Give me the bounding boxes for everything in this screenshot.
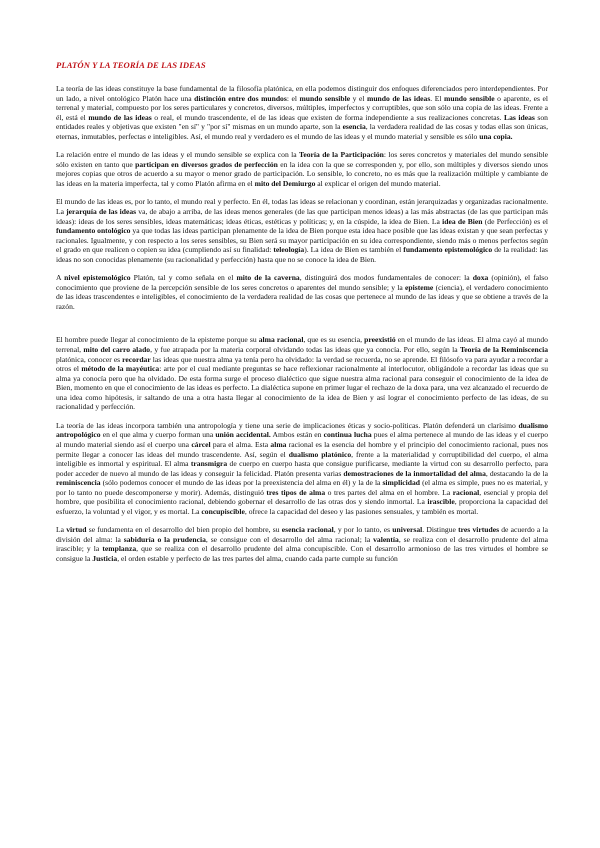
bold-term: jerarquía de las ideas bbox=[66, 207, 137, 217]
bold-term: racional bbox=[452, 487, 480, 497]
text-run: , se realiza con el desarrollo prudente del alma irascible; y la bbox=[56, 534, 548, 554]
text-run: : el bbox=[286, 93, 300, 103]
text-run: de la realidad: las ideas no son conocidas plenamente (su racionalidad y perfección) hasta que no se conoce la idea de Bien. bbox=[56, 245, 548, 264]
text-run: , frente a la materialidad y corruptibilidad del cuerpo, el alma inteligible es inmortal y espiritual. El alma bbox=[56, 449, 549, 469]
bold-term: nivel epistemológico bbox=[64, 273, 131, 283]
text-run: en el mundo de las ideas. El alma cayó al mundo terrenal, bbox=[56, 335, 548, 355]
text-run: de cuerpo en cuerpo hasta que consigue purificarse, mediante la virtud con su desarrollo perfecto, para poder acceder de nuevo al mundo de las ideas y conseguir la felicidad. Platón presenta varias bbox=[56, 459, 549, 478]
text-run: , proporciona la capacidad del esfuerzo, la voluntad y el vigor, y es mortal. La bbox=[56, 497, 549, 516]
bold-term: valentía bbox=[373, 534, 399, 544]
bold-term: continua lucha bbox=[323, 430, 372, 440]
bold-term: sabiduría o la prudencia bbox=[123, 534, 206, 544]
text-run: (el alma es simple, pues no es material, y por lo tanto no puede descomponerse y morir). Además, distinguió bbox=[56, 478, 548, 497]
text-run: platónica, conocer es bbox=[56, 354, 123, 364]
bold-term: irascible bbox=[427, 497, 455, 507]
bold-term: mundo sensible bbox=[299, 93, 351, 103]
paragraph-virtue bbox=[56, 525, 548, 563]
text-run: o tres partes del alma en el hombre. La bbox=[325, 487, 453, 497]
text-run: en la idea con la que se corresponden y, por ello, son múltiples y diversos siendo unos mejores copias que otros de acuerdo a su mayor o menor grado de participación. Lo sensible, lo concreto, no es más que la realización múltiple y cambiante de las ideas en la materia imperfecta, tal y como Platón afirma en el bbox=[56, 159, 548, 188]
bold-term: tres virtudes bbox=[458, 525, 500, 535]
bold-term: transmigra bbox=[190, 459, 228, 469]
text-run: , la verdadera realidad de las cosas y todas ellas son únicas, eternas, inmutables, perfectas e inteligibles. Así, el mundo real y verdadero es el mundo de las ideas y el mundo material y sensible es sólo bbox=[56, 122, 548, 141]
bold-term: unión accidental. bbox=[215, 430, 271, 440]
bold-term: reminiscencia bbox=[56, 478, 101, 488]
bold-term: alma racional bbox=[258, 335, 304, 345]
text-run: Platón, tal y como señala en el bbox=[130, 273, 237, 283]
text-run: , distinguirá dos modos fundamentales de conocer: la bbox=[299, 273, 473, 283]
text-run: . Distingue bbox=[422, 525, 459, 535]
document-title: PLATÓN Y LA TEORÍA DE LAS IDEAS bbox=[56, 60, 206, 70]
text-run: La teoría de las ideas incorpora también una antropología y tiene una serie de implicaciones éticas y socio-políticas. Platón defenderá un clarísimo bbox=[56, 420, 519, 430]
bold-term: participan en diversos grados de perfección bbox=[135, 159, 278, 169]
bold-term: cárcel bbox=[191, 439, 211, 449]
text-run: A bbox=[56, 273, 65, 283]
bold-term: virtud bbox=[66, 525, 87, 535]
bold-term: esencia bbox=[342, 122, 366, 132]
paragraph-reminiscence bbox=[56, 335, 548, 411]
text-run: (ciencia), el verdadero conocimiento de las ideas trascendentes e inteligibles, el conocimiento de la verdadera realidad de las cosas que pertenece al mundo de las ideas y que se obtiene a través de la razón. bbox=[56, 282, 548, 311]
text-run: se fundamenta en el desarrollo del bien propio del hombre, su bbox=[86, 525, 282, 535]
text-run: La relación entre el mundo de las ideas y el mundo sensible se explica con la bbox=[56, 150, 299, 160]
bold-term: distinción entre dos mundos bbox=[194, 93, 287, 103]
text-run: Ambos están en bbox=[270, 430, 324, 440]
bold-term: Las ideas bbox=[504, 112, 535, 122]
bold-term: preexistió bbox=[364, 335, 396, 345]
paragraph-epistemology bbox=[56, 273, 548, 311]
text-run: . El bbox=[430, 93, 445, 103]
bold-term: alma bbox=[270, 439, 287, 449]
bold-term: doxa bbox=[472, 273, 489, 283]
paragraph-theory-of-ideas bbox=[56, 84, 548, 141]
text-run: , esencial y propia del hombre, que posibilita el conocimiento racional, debiendo gobernar el desarrollo de las otras dos y siendo inmortal. La bbox=[56, 487, 549, 507]
text-run: , ofrece la capacidad del deseo y las pasiones sensuales, y también es mortal. bbox=[244, 506, 479, 516]
bold-term: método de la mayéutica bbox=[81, 364, 160, 374]
bold-term: mito del carro alado bbox=[83, 345, 151, 355]
text-run: de acuerdo a la división del alma: la bbox=[56, 525, 548, 544]
text-run: o real, el mundo trascendente, el de las ideas que existen de forma independiente a sus realizaciones concretas. bbox=[151, 112, 505, 122]
bold-term: templanza bbox=[102, 544, 137, 554]
bold-term: concupiscible bbox=[201, 506, 245, 516]
text-run: , que se realiza con el desarrollo prudente del alma concupiscible. Con el desarrollo armonioso de las tres virtudes el hombre se consigue la bbox=[56, 544, 548, 563]
text-run: ya que todas las ideas participan plenamente de la idea de Bien porque esta idea hace posible que las ideas existan y que sean perfectas y racionales. Igualmente, y con respecto a los seres sensibles, su Bien será su mayor participación en su idea correspondiente, siendo más o menos perfectos según el grado en que realicen o copien su idea (cumpliendo así su finalidad: bbox=[56, 226, 548, 255]
bold-term: mito de la caverna bbox=[236, 273, 300, 283]
bold-term: mundo de las ideas bbox=[367, 93, 431, 103]
text-run: , destacando la de la bbox=[485, 468, 548, 478]
text-run: (de Perfección) es el bbox=[482, 216, 548, 226]
bold-term: universal bbox=[392, 525, 423, 535]
text-run: , se consigue con el desarrollo del alma racional; la bbox=[205, 534, 374, 544]
bold-term: una copia. bbox=[479, 131, 513, 141]
text-run: racional es la esencia del hombre y el principio del conocimiento racional, pues nos permite llegar a conocer las ideas del mundo trascendente. Así, según el bbox=[56, 439, 548, 459]
bold-term: mito del Demiurgo bbox=[254, 178, 316, 188]
text-run: : arte por el cual mediante preguntas se hace reflexionar racionalmente al interlocutor, obligándole a recordar las ideas que su alma ya conocía pero que ha olvidado. De esta forma surge el proceso dialéctico que sigue nuestra alma racional para conseguir el conocimiento de la idea de Bien, momento en que el conocimiento de las ideas es perfecto. La dialéctica supone en primer lugar el rechazo de la doxa para, una vez alcanzado el recuerdo de una idea como hipótesis, ir saltando de una a otra hasta llegar al conocimiento de la idea de Bien y así lograr el conocimiento perfecto de las ideas, de su racionalidad y perfección. bbox=[56, 364, 548, 412]
text-run: La teoría de las ideas constituye la base fundamental de la filosofía platónica, en ella podemos distinguir dos enfoques diferenciados pero interdependientes. Por un lado, a nivel ontológico Platón hace una bbox=[56, 84, 548, 103]
text-run: La bbox=[56, 525, 67, 535]
text-run: (sólo podemos conocer el mundo de las ideas por la preexistencia del alma en él) y la de la bbox=[100, 478, 383, 488]
bold-term: mundo sensible bbox=[444, 93, 495, 103]
text-run: El mundo de las ideas es, por lo tanto, el mundo real y perfecto. En él, todas las ideas se relacionan y coordinan, están jerarquizadas y organizadas racionalmente. La bbox=[56, 197, 548, 217]
text-run: , el orden estable y perfecto de las tres partes del alma, cuando cada parte cumple su función bbox=[117, 553, 398, 563]
text-run: ). La idea de Bien es también el bbox=[304, 245, 404, 255]
text-run: al explicar el origen del mundo material. bbox=[315, 178, 441, 188]
text-run: son entidades reales y objetivas que existen "en sí" y "por sí" mismas en un mundo aparte, son la bbox=[56, 112, 548, 132]
bold-term: esencia racional bbox=[281, 525, 334, 535]
bold-term: dualismo antropológico bbox=[56, 420, 548, 440]
bold-term: idea de Bien bbox=[442, 216, 483, 226]
text-run: va, de abajo a arriba, de las ideas menos generales (de las que participan menos ideas) a las más abstractas (de las que participan más ideas): ideas de los seres sensibles, ideas matemáticas; ideas éticas, estéticas y políticas; y, en la cúspide, la idea de Bien. La bbox=[56, 207, 548, 226]
bold-term: dualismo platónico bbox=[288, 449, 352, 459]
text-run: El hombre puede llegar al conocimiento de la episteme porque su bbox=[56, 335, 259, 345]
paragraph-hierarchy-of-ideas bbox=[56, 197, 548, 264]
bold-term: demostraciones de la inmortalidad del alma bbox=[343, 468, 486, 478]
text-run: para el alma. Esta bbox=[210, 439, 271, 449]
bold-term: simplicidad bbox=[382, 478, 421, 488]
bold-term: Teoría de la Reminiscencia bbox=[459, 345, 549, 355]
bold-term: teleología bbox=[273, 245, 305, 255]
text-run: , que es su esencia, bbox=[303, 335, 365, 345]
document-page bbox=[56, 60, 548, 564]
bold-term: Justicia bbox=[92, 553, 118, 563]
paragraph-participation bbox=[56, 150, 548, 188]
text-run: , y fue atrapada por la materia corporal olvidando todas las ideas que ya conocía. Por ello, según la bbox=[150, 345, 460, 355]
text-run: (opinión), el falso conocimiento que proviene de la percepción sensible de los seres concretos o aparentes del mundo sensible; y la bbox=[56, 273, 549, 292]
bold-term: recordar bbox=[122, 354, 151, 364]
text-run: : los seres concretos y materiales del mundo sensible sólo existen en tanto que bbox=[56, 150, 548, 169]
bold-term: episteme bbox=[405, 282, 434, 292]
bold-term: fundamento ontológico bbox=[56, 226, 131, 236]
paragraph-anthropology bbox=[56, 421, 548, 516]
text-run: y el bbox=[350, 93, 367, 103]
text-run: , y por lo tanto, es bbox=[333, 525, 393, 535]
text-run: en el que alma y cuerpo forman una bbox=[100, 430, 216, 440]
text-run: o aparente, es el terrenal y material, compuesto por los seres particulares y concretos, diversos, múltiples, imperfectos y corruptibles, que son sólo una copia de las ideas. Frente a él, está el bbox=[56, 93, 548, 122]
bold-term: Teoría de la Participación bbox=[299, 150, 384, 160]
text-run: las ideas que nuestra alma ya tenía pero ha olvidado: la verdad se recuerda, no se aprende. El filósofo va para ayudar a recordar a otros el bbox=[56, 354, 548, 374]
bold-term: fundamento epistemológico bbox=[403, 245, 493, 255]
bold-term: tres tipos de alma bbox=[266, 487, 326, 497]
text-run: pues el alma pertenece al mundo de las ideas y el cuerpo al mundo material siendo así el cuerpo una bbox=[56, 430, 548, 449]
bold-term: mundo de las ideas bbox=[88, 112, 152, 122]
